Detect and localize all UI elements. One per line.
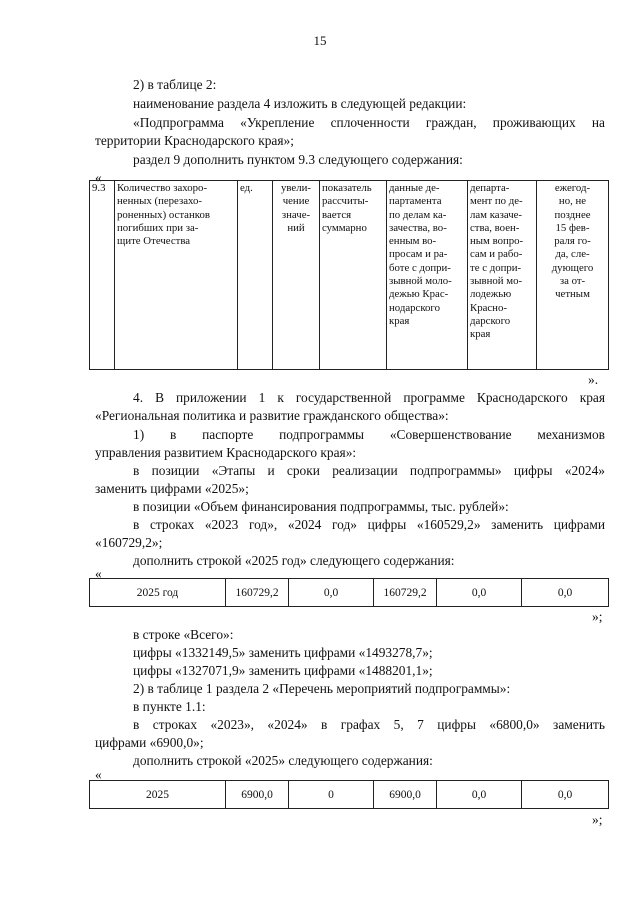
extra-budget-cell: 0,0	[522, 781, 609, 809]
cell-line: вается	[322, 208, 352, 221]
cell-line: чение	[282, 195, 310, 208]
regional-cell: 6900,0	[374, 781, 437, 809]
cell-line: ства, воен-	[470, 221, 520, 234]
direction-cell	[273, 181, 320, 370]
calc-method-cell	[320, 181, 387, 370]
cell-line: значе-	[281, 208, 311, 221]
quote-open: «	[95, 767, 102, 782]
cell-line: роненных) останков	[117, 208, 210, 221]
cell-line: дарского	[470, 314, 511, 327]
page-number: 15	[313, 33, 327, 48]
unit-cell: ед.	[238, 181, 273, 370]
cell-line: 15 фев-	[555, 221, 590, 234]
indicator-name	[115, 181, 238, 370]
cell-line: мент по де-	[470, 195, 523, 208]
cell-line: зывной мо-	[470, 275, 523, 288]
cell-line: позднее	[554, 208, 591, 221]
quote-open: «	[95, 566, 102, 581]
cell-line: ненных (перезахо-	[117, 195, 203, 208]
cell-line: зачества, во-	[389, 221, 447, 234]
cell-line: погибших при за-	[117, 221, 199, 234]
cell-line: лодежью	[470, 288, 512, 301]
indicators-table	[89, 180, 609, 370]
extra-budget-cell: 0,0	[522, 579, 609, 607]
quote-close: »;	[592, 609, 603, 624]
text-line: цифрами «6900,0»;	[95, 735, 204, 750]
local-cell: 0,0	[437, 781, 522, 809]
cell-line: да, сле-	[555, 248, 590, 261]
text-line: 1) в паспорте подпрограммы «Совершенствование механизмов	[133, 427, 605, 442]
text-line: «Подпрограмма «Укрепление сплоченности граждан, проживающих на	[133, 115, 605, 130]
cell-line: края	[470, 328, 491, 341]
text-line: в пункте 1.1:	[133, 699, 206, 714]
cell-line: просам и ра-	[389, 248, 448, 261]
text-line: управления развитием Краснодарского края»:	[95, 445, 357, 460]
cell-line: увели-	[281, 182, 311, 194]
cell-line: зывной моло-	[389, 275, 452, 288]
text-line: 2) в таблице 2:	[133, 77, 217, 92]
text-line: в строке «Всего»:	[133, 627, 234, 642]
text-line: в строках «2023», «2024» в графах 5, 7 цифры «6800,0» заменить	[133, 717, 605, 732]
text-line: раздел 9 дополнить пунктом 9.3 следующего содержания:	[133, 152, 463, 167]
text-line: заменить цифрами «2025»;	[95, 481, 249, 496]
text-line: «160729,2»;	[95, 535, 163, 550]
total-cell: 6900,0	[226, 781, 289, 809]
text-line: наименование раздела 4 изложить в следующей редакции:	[133, 96, 467, 111]
cell-line: ным вопро-	[470, 235, 524, 248]
cell-line: боте с допри-	[389, 261, 451, 274]
cell-line: за от-	[559, 275, 586, 288]
cell-line: енным во-	[389, 235, 437, 248]
cell-line: щите Отечества	[117, 235, 191, 248]
text-line: 2) в таблице 1 раздела 2 «Перечень мероприятий подпрограммы»:	[133, 681, 511, 696]
cell-line: департа-	[470, 182, 510, 194]
cell-line: ний	[287, 221, 305, 234]
cell-line: рассчиты-	[322, 195, 369, 208]
text-line: в строках «2023 год», «2024 год» цифры «160529,2» заменить цифрами	[133, 517, 605, 532]
text-line: «Региональная политика и развитие гражданского общества»:	[95, 408, 449, 423]
financing-row-table	[89, 578, 609, 607]
cell-line: дежью Крас-	[389, 288, 449, 301]
responsible-cell	[468, 181, 537, 370]
federal-cell: 0	[289, 781, 374, 809]
cell-line: края	[389, 314, 410, 327]
cell-line: показатель	[322, 182, 372, 194]
quote-close: ».	[588, 372, 599, 387]
cell-line: лам казаче-	[470, 208, 523, 221]
quote-open: «	[95, 170, 102, 185]
text-line: в позиции «Объем финансирования подпрограммы, тыс. рублей»:	[133, 499, 509, 514]
deadline-cell	[537, 181, 609, 370]
cell-line: Красно-	[470, 301, 507, 314]
text-line: цифры «1332149,5» заменить цифрами «1493278,7»;	[133, 645, 433, 660]
text-line: дополнить строкой «2025» следующего содержания:	[133, 753, 433, 768]
text-line: 4. В приложении 1 к государственной программе Краснодарского края	[133, 390, 605, 405]
text-line: в позиции «Этапы и сроки реализации подпрограммы» цифры «2024»	[133, 463, 605, 478]
cell-line: но, не	[558, 195, 587, 208]
year-cell: 2025 год	[90, 579, 226, 607]
row-number: 9.3	[90, 181, 115, 370]
cell-line: ежегод-	[554, 182, 591, 194]
total-cell: 160729,2	[226, 579, 289, 607]
cell-line: нодарского	[389, 301, 440, 314]
cell-line: суммарно	[322, 221, 367, 234]
data-source-cell	[387, 181, 468, 370]
text-line: территории Краснодарского края»;	[95, 133, 294, 148]
cell-line: раля го-	[554, 235, 591, 248]
text-line: цифры «1327071,9» заменить цифрами «1488201,1»;	[133, 663, 433, 678]
cell-line: Количество захоро-	[117, 182, 208, 194]
federal-cell: 0,0	[289, 579, 374, 607]
cell-line: по делам ка-	[389, 208, 447, 221]
quote-close: »;	[592, 812, 603, 827]
local-cell: 0,0	[437, 579, 522, 607]
cell-line: те с допри-	[470, 261, 522, 274]
cell-line: партамента	[389, 195, 442, 208]
regional-cell: 160729,2	[374, 579, 437, 607]
text-line: дополнить строкой «2025 год» следующего содержания:	[133, 553, 455, 568]
cell-line: дующего	[551, 261, 594, 274]
year-cell: 2025	[90, 781, 226, 809]
measures-row-table	[89, 780, 609, 809]
cell-line: четным	[555, 288, 590, 301]
cell-line: сам и рабо-	[470, 248, 523, 261]
cell-line: данные де-	[389, 182, 440, 194]
